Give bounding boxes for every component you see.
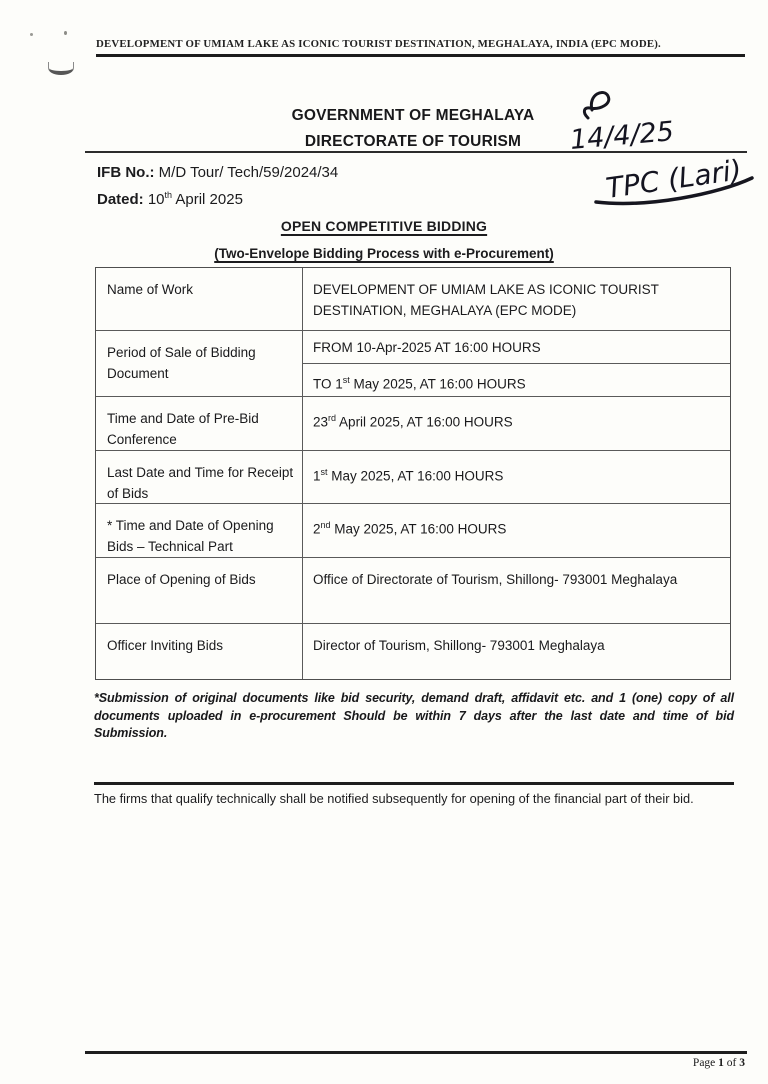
row-value: [303, 331, 730, 396]
row-value: Office of Directorate of Tourism, Shillong- 793001 Meghalaya: [313, 572, 678, 587]
dated-line: [97, 190, 243, 208]
ifb-value: M/D Tour/ Tech/59/2024/34: [158, 164, 339, 181]
row-label: Officer Inviting Bids: [96, 624, 303, 679]
row-value: 23rd April 2025, AT 16:00 HOURS: [313, 413, 513, 430]
period-from-value: FROM 10-Apr-2025 AT 16:00 HOURS: [303, 331, 730, 364]
dated-rest: April 2025: [172, 191, 243, 208]
handwritten-note: TPC (Lari): [603, 153, 744, 205]
bid-details-table: [95, 267, 731, 680]
document-subtitle: (Two-Envelope Bidding Process with e-Procurement): [214, 246, 554, 261]
notice-rule: [94, 782, 734, 785]
technical-qualification-notice: The firms that qualify technically shall be notified subsequently for opening of the financial part of their bid.: [94, 791, 694, 806]
table-row-officer-inviting: [96, 624, 730, 679]
table-row-place-of-opening: [96, 558, 730, 624]
footer-rule: [85, 1051, 747, 1054]
dated-day: 10: [147, 191, 165, 208]
ifb-label: IFB No.:: [97, 164, 155, 181]
running-header: DEVELOPMENT OF UMIAM LAKE AS ICONIC TOURIST DESTINATION, MEGHALAYA, INDIA (EPC MODE).: [96, 38, 661, 50]
government-name: GOVERNMENT OF MEGHALAYA: [291, 107, 535, 124]
row-label: * Time and Date of Opening Bids – Technical Part: [96, 504, 303, 557]
scan-artifact-crescent-mark: [48, 62, 74, 75]
period-to-value: TO 1st May 2025, AT 16:00 HOURS: [313, 375, 526, 392]
table-row-last-date-receipt: [96, 451, 730, 504]
signature-flourish: [584, 92, 608, 118]
row-label: Last Date and Time for Receipt of Bids: [96, 451, 303, 503]
row-label: Period of Sale of Bidding Document: [96, 331, 303, 396]
submission-footnote: *Submission of original documents like bid security, demand draft, affidavit etc. and 1 (one) copy of all documents uploaded in e-procurement Should be within 7 days after the last date and time of bid Submission.: [94, 691, 734, 740]
row-label: Place of Opening of Bids: [96, 558, 303, 623]
row-value: 2nd May 2025, AT 16:00 HOURS: [313, 520, 507, 537]
table-row-prebid-conference: [96, 397, 730, 451]
document-title: OPEN COMPETITIVE BIDDING: [280, 218, 488, 234]
table-row-opening-technical: [96, 504, 730, 558]
scan-artifact-dot: [64, 31, 67, 35]
header-rule: [96, 54, 745, 57]
row-value: DEVELOPMENT OF UMIAM LAKE AS ICONIC TOURIST DESTINATION, MEGHALAYA (EPC MODE): [313, 282, 659, 318]
directorate-name: DIRECTORATE OF TOURISM: [304, 133, 522, 150]
handwritten-annotation: [558, 82, 764, 212]
row-value: 1st May 2025, AT 16:00 HOURS: [313, 467, 504, 484]
table-row-period-of-sale: [96, 331, 730, 397]
dated-label: Dated:: [97, 191, 144, 208]
row-label: Name of Work: [96, 268, 303, 330]
row-label: Time and Date of Pre-Bid Conference: [96, 397, 303, 450]
page-number: Page 1 of 3: [692, 1057, 745, 1069]
row-value: Director of Tourism, Shillong- 793001 Meghalaya: [313, 638, 605, 653]
handwritten-date: 14/4/25: [568, 116, 676, 157]
dated-ordinal: th: [164, 190, 173, 200]
table-row-name-of-work: [96, 268, 730, 331]
scan-artifact-dot: [30, 33, 33, 36]
ifb-number-line: [97, 164, 338, 181]
